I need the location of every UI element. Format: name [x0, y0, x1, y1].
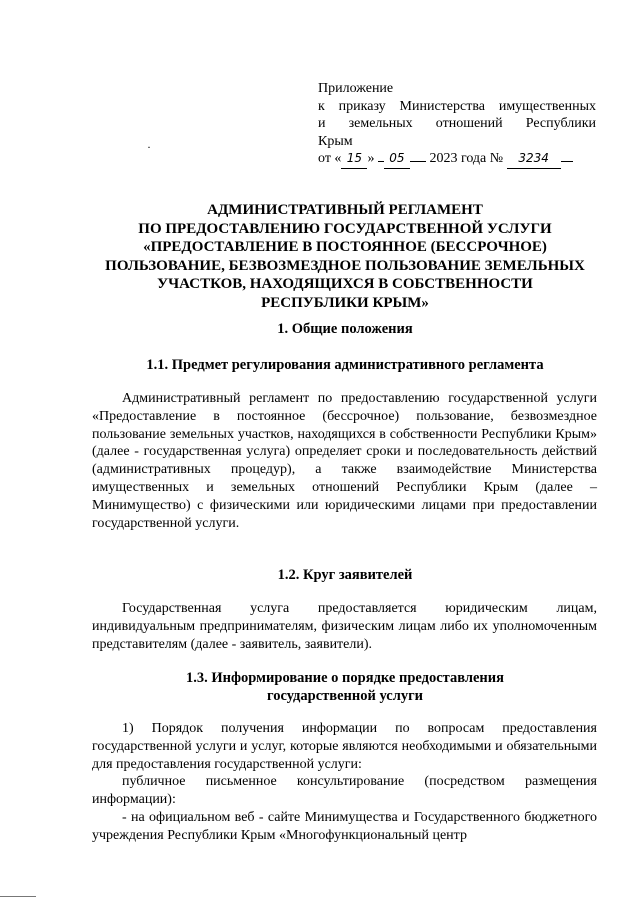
- paragraph-text: публичное письменное консультирование (посредством размещения информации):: [92, 774, 597, 808]
- paragraph: [92, 720, 597, 845]
- order-month: 05: [384, 150, 410, 169]
- appendix-line: и земельных отношений Республики: [318, 116, 596, 131]
- heading-line: государственной услуги: [266, 688, 424, 704]
- paragraph-text: 1) Порядок получения информации по вопросам предоставления государственной услуги и услуг, которые являются необходимыми и обязательными для предоставления государственной услуги:: [92, 721, 597, 772]
- title-line: «ПРЕДОСТАВЛЕНИЕ В ПОСТОЯННОЕ (БЕССРОЧНОЕ): [143, 239, 547, 255]
- stray-mark: ·: [147, 140, 151, 154]
- section-heading: 1.2. Круг заявителей: [277, 567, 413, 583]
- appendix-line: Крым: [318, 133, 353, 149]
- order-year: 2023 года №: [429, 151, 504, 166]
- title-line: РЕСПУБЛИКИ КРЫМ»: [261, 294, 429, 311]
- appendix-line: к приказу Министерства имущественных: [318, 98, 596, 114]
- appendix-line: Приложение: [318, 81, 394, 96]
- section-heading: 1. Общие положения: [277, 321, 413, 337]
- section-heading: 1.1. Предмет регулирования административного регламента: [146, 357, 544, 373]
- paragraph: [92, 600, 597, 653]
- order-mid: »: [367, 151, 375, 166]
- document-title: [95, 201, 595, 312]
- title-line: АДМИНИСТРАТИВНЫЙ РЕГЛАМЕНТ: [207, 202, 483, 218]
- order-prefix: от «: [318, 151, 342, 166]
- paragraph: [92, 390, 597, 532]
- paragraph-text: Государственная услуга предоставляется юридическим лицам, индивидуальным предпринимателям, физическим лицам либо их уполномоченным представителям (далее - заявитель, заявители).: [92, 601, 597, 652]
- title-line: ПОЛЬЗОВАНИЕ, БЕЗВОЗМЕЗДНОЕ ПОЛЬЗОВАНИЕ ЗЕМЕЛЬНЫХ: [105, 257, 585, 274]
- title-line: ПО ПРЕДОСТАВЛЕНИЮ ГОСУДАРСТВЕННОЙ УСЛУГИ: [138, 220, 552, 237]
- appendix-block: [318, 80, 596, 169]
- order-date-line: [318, 150, 596, 169]
- paragraph-text: Административный регламент по предоставлению государственной услуги «Предоставление в постоянное (бессрочное) пользование, безвозмездное пользование земельных участков, находящихся в собственности Республики Крым» (далее - государственная услуга) определяет сроки и последовательность действий (административных процедур), а также взаимодействие Министерства имущественных и земельных отношений Республики Крым (далее – Минимущество) с физическими или юридическими лицами при предоставлении государственной услуги.: [92, 391, 597, 531]
- title-line: УЧАСТКОВ, НАХОДЯЩИХСЯ В СОБСТВЕННОСТИ: [157, 276, 533, 292]
- order-day: 15: [341, 150, 367, 169]
- order-number: 3234: [507, 150, 561, 169]
- heading-line: 1.3. Информирование о порядке предоставления: [186, 670, 504, 686]
- section-heading: [85, 669, 605, 705]
- divider: [0, 896, 36, 897]
- paragraph-text: - на официальном веб - сайте Минимущества и Государственного бюджетного учреждения Республики Крым «Многофункциональный центр: [92, 809, 597, 843]
